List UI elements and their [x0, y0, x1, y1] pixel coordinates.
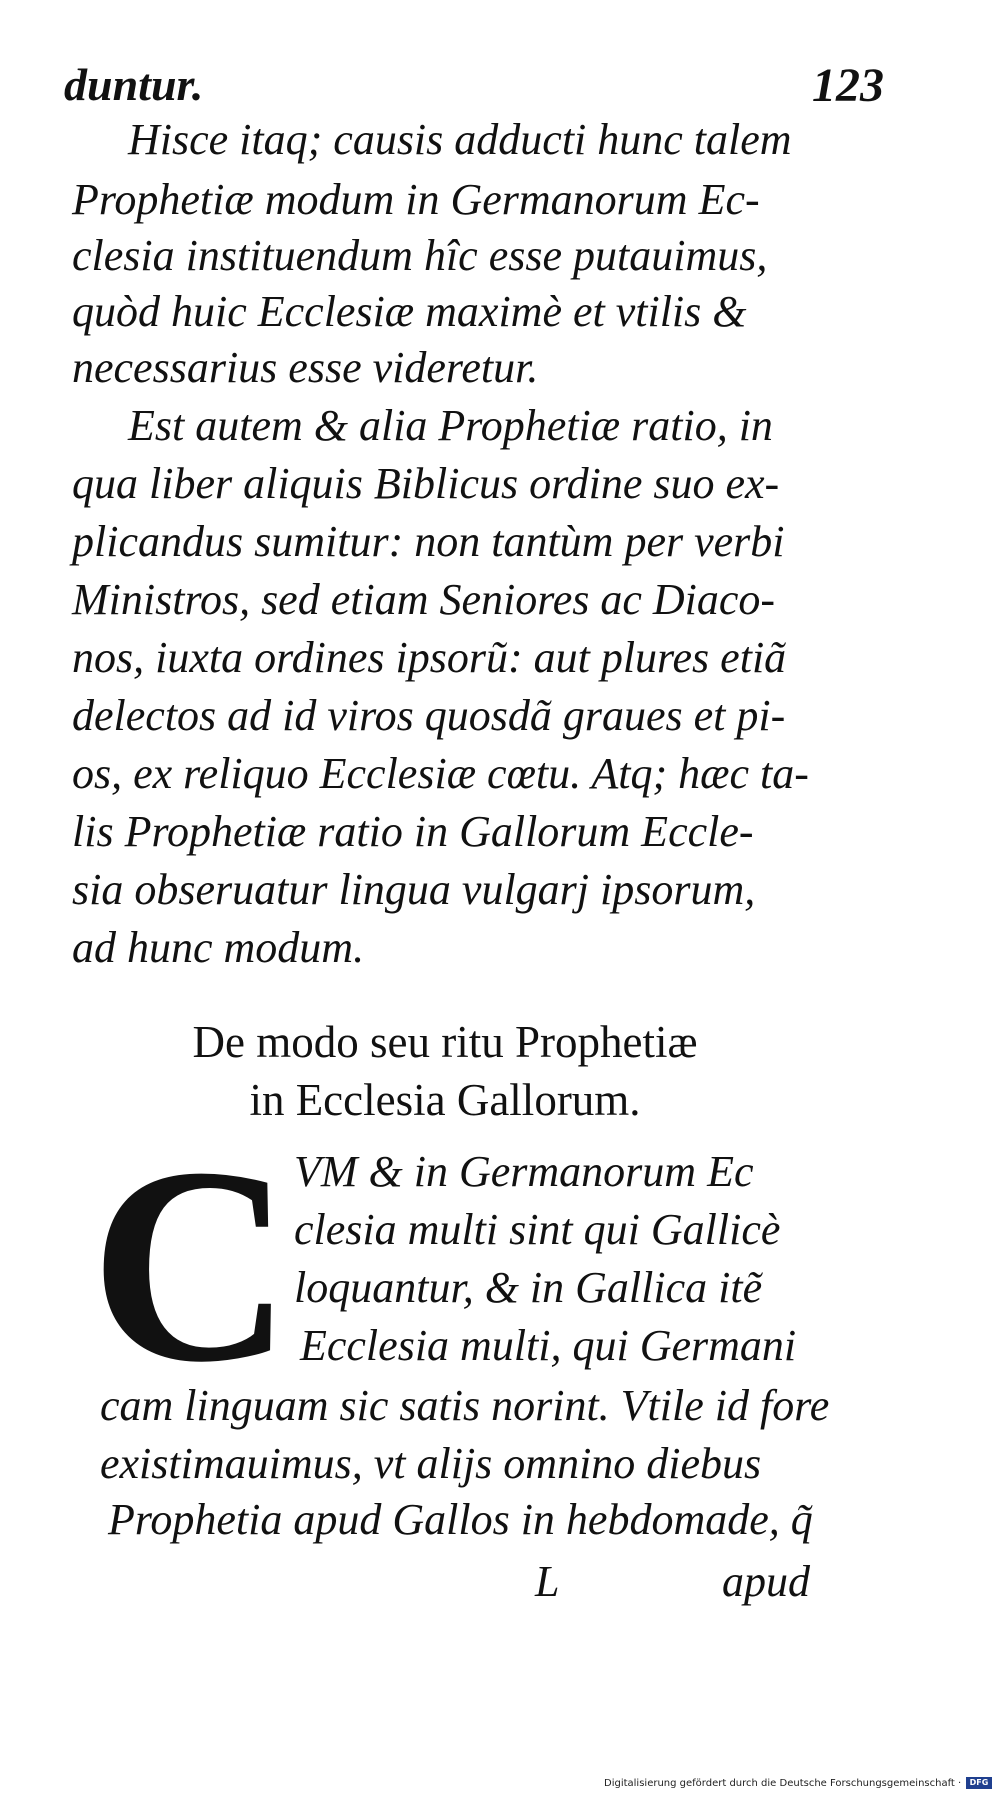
text-line: existimauimus, vt alijs omnino diebus [100, 1439, 762, 1488]
text-line: Est autem & alia Prophetiæ ratio, in [128, 401, 773, 450]
dfg-logo: DFG [966, 1777, 992, 1789]
text-line: delectos ad id viros quosdã graues et pi- [72, 691, 786, 740]
text-line: clesia multi sint qui Gallicè [294, 1205, 781, 1254]
text-line: qua liber aliquis Biblicus ordine suo ex- [72, 459, 780, 508]
catchword: apud [722, 1557, 810, 1606]
drop-cap: C [90, 1109, 293, 1420]
text-line: ad hunc modum. [72, 923, 365, 972]
text-line: Hisce itaq; causis adducti hunc talem [128, 115, 792, 164]
text-line: clesia instituendum hîc esse putauimus, [72, 231, 768, 280]
text-line: nos, iuxta ordines ipsorũ: aut plures etiã [72, 633, 787, 682]
page-number: 123 [812, 59, 884, 112]
text-line: Ecclesia multi, qui Germani [300, 1321, 797, 1370]
text-line: loquantur, & in Gallica itẽ [294, 1263, 763, 1312]
text-line: Prophetia apud Gallos in hebdomade, q̃ [108, 1495, 813, 1544]
text-line: Ministros, sed etiam Seniores ac Diaco- [72, 575, 776, 624]
text-line: lis Prophetiæ ratio in Gallorum Eccle- [72, 807, 754, 856]
section-heading: De modo seu ritu Prophetiæ [192, 1017, 698, 1067]
text-line: plicandus sumitur: non tantùm per verbi [72, 517, 785, 566]
text-line: necessarius esse videretur. [72, 343, 539, 392]
text-line: os, ex reliquo Ecclesiæ cœtu. Atq; hæc ta- [72, 749, 809, 798]
text-line: sia obseruatur lingua vulgarj ipsorum, [72, 865, 756, 914]
section-heading: in Ecclesia Gallorum. [249, 1075, 641, 1125]
text-line: Prophetiæ modum in Germanorum Ec- [72, 175, 760, 224]
text-line: VM & in Germanorum Ec [294, 1147, 754, 1196]
text-line: quòd huic Ecclesiæ maximè et vtilis & [72, 287, 747, 336]
digitization-credit: Digitalisierung gefördert durch die Deutsche Forschungsgemeinschaft · [604, 1778, 962, 1789]
signature-mark: L [535, 1557, 560, 1606]
running-first-word: duntur. [64, 59, 204, 110]
text-line: cam linguam sic satis norint. Vtile id fore [100, 1381, 830, 1430]
